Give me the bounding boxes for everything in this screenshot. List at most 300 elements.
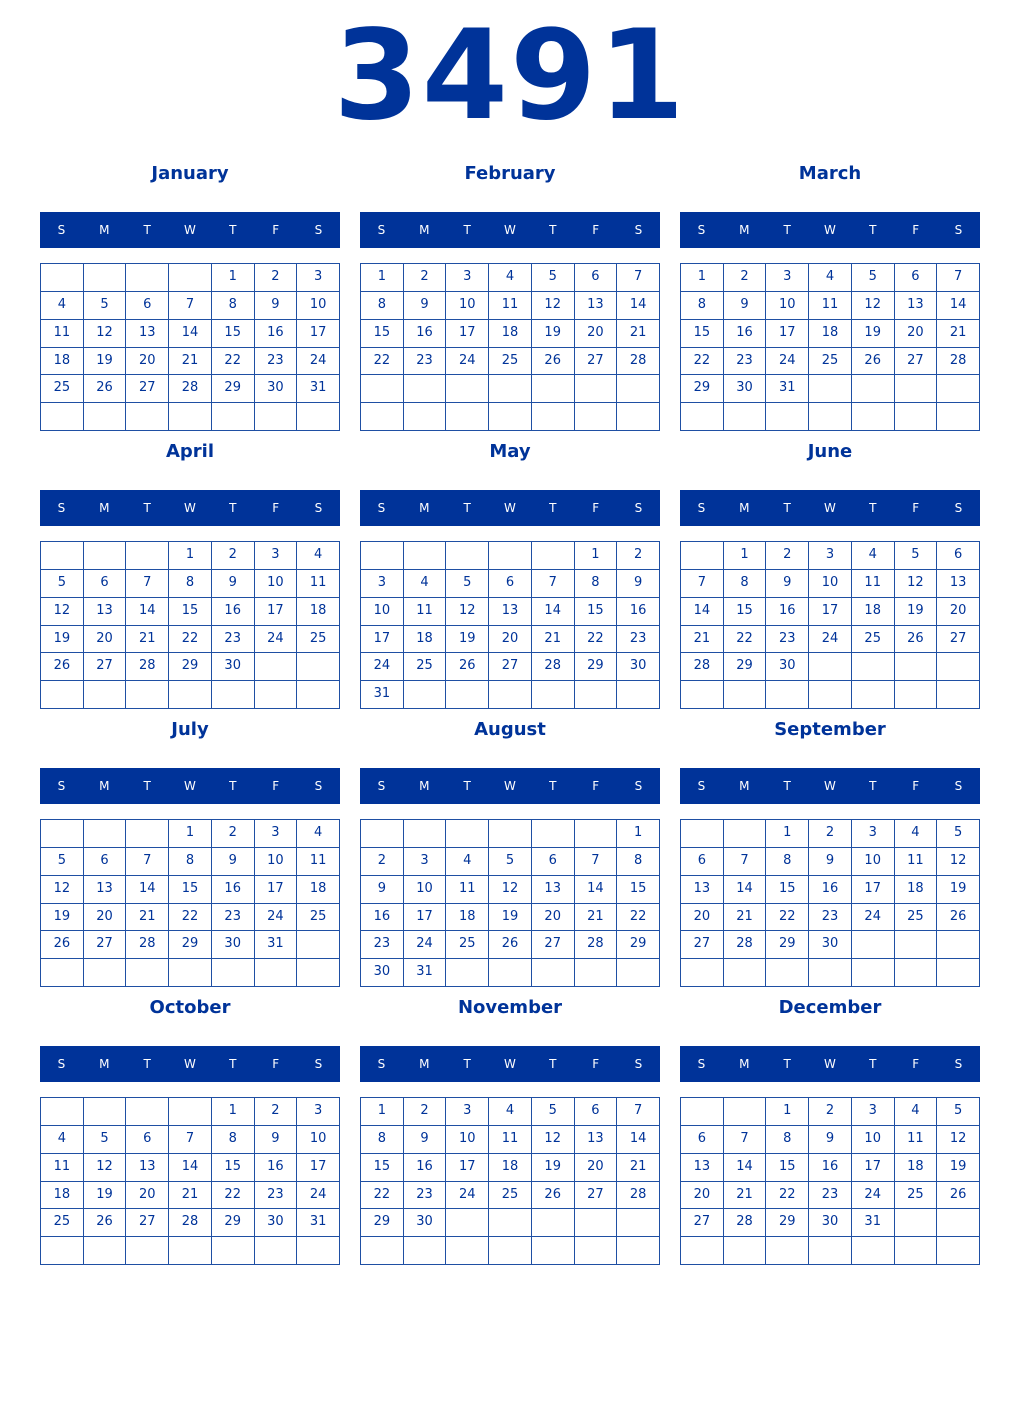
day-cell: 18 xyxy=(809,320,852,348)
weekday-label: S xyxy=(377,779,386,793)
day-cell xyxy=(895,375,938,403)
day-cell xyxy=(212,403,255,431)
day-cell: 19 xyxy=(41,904,84,932)
day-cell xyxy=(404,1237,447,1265)
day-cell xyxy=(681,959,724,987)
day-cell: 27 xyxy=(681,1209,724,1237)
day-cell: 5 xyxy=(489,848,532,876)
day-grid xyxy=(40,541,340,709)
month-march xyxy=(680,156,980,431)
day-cell: 21 xyxy=(937,320,980,348)
day-cell: 26 xyxy=(446,653,489,681)
day-cell: 7 xyxy=(617,264,660,292)
weekday-label: F xyxy=(272,1057,280,1071)
day-cell xyxy=(169,681,212,709)
weekday-label: S xyxy=(314,501,323,515)
day-cell: 1 xyxy=(575,542,618,570)
day-cell: 3 xyxy=(404,848,447,876)
month-name: February xyxy=(464,163,556,184)
day-cell: 1 xyxy=(361,264,404,292)
day-cell xyxy=(361,1237,404,1265)
day-cell: 14 xyxy=(126,598,169,626)
day-cell: 21 xyxy=(169,348,212,376)
day-cell: 22 xyxy=(212,1182,255,1210)
day-cell: 2 xyxy=(212,820,255,848)
weekday-label: S xyxy=(954,779,963,793)
day-cell: 26 xyxy=(489,931,532,959)
weekday-label: W xyxy=(504,1057,516,1071)
day-cell: 24 xyxy=(404,931,447,959)
day-cell: 23 xyxy=(212,904,255,932)
day-cell: 17 xyxy=(297,1154,340,1182)
day-cell: 15 xyxy=(766,876,809,904)
day-cell: 3 xyxy=(255,820,298,848)
day-cell: 5 xyxy=(852,264,895,292)
weekday-label: W xyxy=(184,1057,196,1071)
day-cell: 22 xyxy=(617,904,660,932)
day-cell: 18 xyxy=(41,348,84,376)
day-cell: 21 xyxy=(575,904,618,932)
day-cell: 20 xyxy=(84,904,127,932)
weekday-label: S xyxy=(634,779,643,793)
day-cell: 14 xyxy=(126,876,169,904)
day-cell: 24 xyxy=(766,348,809,376)
day-cell: 2 xyxy=(404,264,447,292)
day-cell: 27 xyxy=(532,931,575,959)
day-cell: 15 xyxy=(724,598,767,626)
day-cell: 28 xyxy=(169,1209,212,1237)
day-cell: 5 xyxy=(41,848,84,876)
day-cell: 31 xyxy=(766,375,809,403)
day-cell: 16 xyxy=(724,320,767,348)
day-cell xyxy=(937,653,980,681)
day-cell: 16 xyxy=(404,1154,447,1182)
day-cell xyxy=(126,542,169,570)
day-cell: 19 xyxy=(937,1154,980,1182)
year-title: 3491 xyxy=(333,4,687,148)
day-cell: 21 xyxy=(724,1182,767,1210)
day-cell xyxy=(852,653,895,681)
day-cell: 31 xyxy=(297,375,340,403)
day-cell xyxy=(212,959,255,987)
day-cell: 25 xyxy=(446,931,489,959)
month-september xyxy=(680,712,980,987)
day-cell: 4 xyxy=(41,292,84,320)
day-cell: 13 xyxy=(895,292,938,320)
day-cell xyxy=(809,959,852,987)
weekday-header xyxy=(360,212,660,248)
weekday-label: S xyxy=(57,779,66,793)
weekday-header xyxy=(680,1046,980,1082)
day-cell: 8 xyxy=(681,292,724,320)
weekday-label: S xyxy=(57,223,66,237)
day-cell xyxy=(404,375,447,403)
day-cell: 23 xyxy=(404,1182,447,1210)
day-cell: 11 xyxy=(446,876,489,904)
day-cell: 9 xyxy=(766,570,809,598)
day-cell: 5 xyxy=(937,820,980,848)
day-grid xyxy=(360,263,660,431)
day-cell: 3 xyxy=(852,820,895,848)
day-cell: 4 xyxy=(404,570,447,598)
day-cell: 20 xyxy=(575,320,618,348)
day-cell: 8 xyxy=(617,848,660,876)
day-cell: 14 xyxy=(169,1154,212,1182)
day-cell: 26 xyxy=(41,653,84,681)
day-cell: 4 xyxy=(489,1098,532,1126)
weekday-label: T xyxy=(143,501,151,515)
day-cell: 22 xyxy=(766,1182,809,1210)
day-cell: 3 xyxy=(446,1098,489,1126)
day-cell xyxy=(41,264,84,292)
day-cell xyxy=(532,403,575,431)
weekday-label: W xyxy=(184,501,196,515)
day-cell: 12 xyxy=(84,320,127,348)
day-cell xyxy=(41,542,84,570)
day-cell xyxy=(404,542,447,570)
day-cell: 15 xyxy=(575,598,618,626)
day-cell: 25 xyxy=(852,626,895,654)
day-cell: 11 xyxy=(41,320,84,348)
weekday-header xyxy=(40,1046,340,1082)
day-cell: 1 xyxy=(212,264,255,292)
weekday-label: F xyxy=(592,1057,600,1071)
day-cell: 14 xyxy=(681,598,724,626)
day-cell: 27 xyxy=(575,1182,618,1210)
day-cell: 17 xyxy=(852,876,895,904)
day-grid xyxy=(360,819,660,987)
day-cell xyxy=(724,1098,767,1126)
day-cell: 31 xyxy=(404,959,447,987)
weekday-label: T xyxy=(549,501,557,515)
day-cell: 7 xyxy=(617,1098,660,1126)
day-cell: 10 xyxy=(297,1126,340,1154)
day-cell: 14 xyxy=(169,320,212,348)
weekday-label: F xyxy=(592,223,600,237)
day-cell xyxy=(297,403,340,431)
day-cell xyxy=(489,959,532,987)
day-cell: 29 xyxy=(766,931,809,959)
day-cell: 15 xyxy=(169,598,212,626)
day-cell: 26 xyxy=(532,348,575,376)
day-cell: 4 xyxy=(446,848,489,876)
day-cell: 4 xyxy=(852,542,895,570)
day-cell: 6 xyxy=(84,570,127,598)
weekday-label: S xyxy=(954,1057,963,1071)
day-cell xyxy=(41,1237,84,1265)
day-cell xyxy=(852,681,895,709)
day-cell: 26 xyxy=(937,1182,980,1210)
day-cell: 18 xyxy=(41,1182,84,1210)
day-cell xyxy=(255,653,298,681)
day-cell: 10 xyxy=(446,1126,489,1154)
day-cell: 29 xyxy=(681,375,724,403)
day-cell: 26 xyxy=(84,1209,127,1237)
weekday-label: F xyxy=(912,223,920,237)
month-name: May xyxy=(489,441,531,462)
day-cell xyxy=(617,959,660,987)
day-cell: 27 xyxy=(126,375,169,403)
day-cell: 17 xyxy=(361,626,404,654)
day-cell: 17 xyxy=(852,1154,895,1182)
day-cell: 18 xyxy=(489,1154,532,1182)
day-cell: 5 xyxy=(84,1126,127,1154)
month-october xyxy=(40,990,340,1265)
day-cell: 7 xyxy=(937,264,980,292)
day-cell: 18 xyxy=(297,876,340,904)
day-cell: 27 xyxy=(84,653,127,681)
day-cell: 17 xyxy=(446,320,489,348)
day-cell: 8 xyxy=(361,1126,404,1154)
day-cell: 23 xyxy=(255,348,298,376)
day-cell: 14 xyxy=(617,292,660,320)
day-cell: 27 xyxy=(937,626,980,654)
day-cell xyxy=(126,959,169,987)
weekday-label: T xyxy=(783,1057,791,1071)
day-cell: 1 xyxy=(681,264,724,292)
weekday-label: M xyxy=(739,779,750,793)
day-cell: 28 xyxy=(617,348,660,376)
day-cell xyxy=(255,681,298,709)
day-cell: 16 xyxy=(212,598,255,626)
month-name: March xyxy=(798,163,862,184)
day-cell: 28 xyxy=(724,931,767,959)
day-cell: 13 xyxy=(84,598,127,626)
day-cell: 5 xyxy=(84,292,127,320)
day-cell: 1 xyxy=(361,1098,404,1126)
day-cell: 28 xyxy=(126,931,169,959)
day-cell: 6 xyxy=(681,1126,724,1154)
day-cell: 20 xyxy=(84,626,127,654)
day-cell: 15 xyxy=(617,876,660,904)
day-cell: 5 xyxy=(446,570,489,598)
weekday-label: S xyxy=(634,501,643,515)
day-cell xyxy=(532,542,575,570)
day-cell: 6 xyxy=(489,570,532,598)
day-cell xyxy=(532,375,575,403)
day-cell xyxy=(446,403,489,431)
day-grid xyxy=(360,541,660,709)
weekday-label: T xyxy=(143,223,151,237)
day-cell: 19 xyxy=(84,348,127,376)
day-cell xyxy=(766,1237,809,1265)
day-cell xyxy=(169,403,212,431)
day-cell xyxy=(255,959,298,987)
day-cell: 23 xyxy=(766,626,809,654)
day-cell: 24 xyxy=(809,626,852,654)
day-cell: 24 xyxy=(255,626,298,654)
month-april xyxy=(40,434,340,709)
weekday-label: W xyxy=(504,779,516,793)
day-cell: 30 xyxy=(809,1209,852,1237)
day-grid xyxy=(680,263,980,431)
day-cell: 18 xyxy=(895,876,938,904)
day-cell: 7 xyxy=(724,1126,767,1154)
day-cell: 3 xyxy=(852,1098,895,1126)
day-cell xyxy=(41,403,84,431)
day-cell: 30 xyxy=(212,931,255,959)
day-cell: 1 xyxy=(169,820,212,848)
day-cell: 24 xyxy=(255,904,298,932)
day-cell: 21 xyxy=(532,626,575,654)
day-cell: 11 xyxy=(895,1126,938,1154)
weekday-label: M xyxy=(419,501,430,515)
day-cell xyxy=(766,681,809,709)
day-cell: 10 xyxy=(361,598,404,626)
day-cell: 17 xyxy=(297,320,340,348)
weekday-label: T xyxy=(549,223,557,237)
weekday-header xyxy=(680,768,980,804)
day-cell xyxy=(575,403,618,431)
day-cell: 7 xyxy=(169,1126,212,1154)
day-cell: 25 xyxy=(297,904,340,932)
day-cell: 8 xyxy=(766,848,809,876)
day-cell: 15 xyxy=(212,1154,255,1182)
day-cell: 23 xyxy=(212,626,255,654)
day-cell: 24 xyxy=(297,1182,340,1210)
weekday-label: M xyxy=(739,223,750,237)
day-cell: 3 xyxy=(297,1098,340,1126)
day-cell: 1 xyxy=(169,542,212,570)
day-cell: 25 xyxy=(489,1182,532,1210)
day-cell xyxy=(895,403,938,431)
day-cell xyxy=(895,653,938,681)
day-cell xyxy=(84,1098,127,1126)
day-cell: 22 xyxy=(361,1182,404,1210)
day-cell: 24 xyxy=(852,1182,895,1210)
day-cell: 19 xyxy=(895,598,938,626)
day-cell: 19 xyxy=(937,876,980,904)
weekday-label: W xyxy=(824,779,836,793)
day-cell xyxy=(937,375,980,403)
month-august xyxy=(360,712,660,987)
day-cell: 19 xyxy=(489,904,532,932)
day-cell xyxy=(84,542,127,570)
month-name: August xyxy=(474,719,546,740)
day-cell: 28 xyxy=(617,1182,660,1210)
day-cell: 9 xyxy=(404,292,447,320)
weekday-label: T xyxy=(869,501,877,515)
day-cell: 9 xyxy=(404,1126,447,1154)
day-cell xyxy=(809,681,852,709)
day-cell: 15 xyxy=(361,320,404,348)
day-cell: 2 xyxy=(809,820,852,848)
day-cell: 5 xyxy=(532,1098,575,1126)
day-cell: 27 xyxy=(895,348,938,376)
day-cell: 28 xyxy=(681,653,724,681)
day-cell: 6 xyxy=(681,848,724,876)
day-cell: 2 xyxy=(724,264,767,292)
day-cell xyxy=(404,681,447,709)
weekday-header xyxy=(40,490,340,526)
day-cell xyxy=(895,931,938,959)
weekday-label: M xyxy=(99,223,110,237)
day-cell: 8 xyxy=(169,570,212,598)
day-cell: 17 xyxy=(255,876,298,904)
day-cell: 30 xyxy=(361,959,404,987)
day-cell: 23 xyxy=(617,626,660,654)
day-cell: 3 xyxy=(809,542,852,570)
day-cell: 5 xyxy=(895,542,938,570)
day-cell: 27 xyxy=(489,653,532,681)
weekday-label: S xyxy=(314,223,323,237)
day-cell: 5 xyxy=(41,570,84,598)
day-cell xyxy=(724,820,767,848)
day-cell: 2 xyxy=(212,542,255,570)
day-cell: 13 xyxy=(681,876,724,904)
day-cell: 1 xyxy=(724,542,767,570)
day-cell xyxy=(937,931,980,959)
day-cell: 26 xyxy=(895,626,938,654)
day-cell xyxy=(532,959,575,987)
day-cell xyxy=(489,403,532,431)
day-cell xyxy=(575,681,618,709)
day-cell: 22 xyxy=(169,904,212,932)
day-cell: 18 xyxy=(297,598,340,626)
day-cell xyxy=(126,681,169,709)
day-cell: 16 xyxy=(255,320,298,348)
day-cell xyxy=(532,681,575,709)
day-cell: 1 xyxy=(766,1098,809,1126)
weekday-label: M xyxy=(99,1057,110,1071)
weekday-label: F xyxy=(912,1057,920,1071)
weekday-label: M xyxy=(419,223,430,237)
day-cell: 2 xyxy=(809,1098,852,1126)
day-cell: 23 xyxy=(404,348,447,376)
day-cell: 8 xyxy=(169,848,212,876)
day-cell: 29 xyxy=(212,375,255,403)
day-cell: 15 xyxy=(681,320,724,348)
day-cell: 20 xyxy=(532,904,575,932)
day-cell xyxy=(84,403,127,431)
day-cell xyxy=(724,959,767,987)
day-cell xyxy=(681,542,724,570)
day-cell: 28 xyxy=(575,931,618,959)
day-cell: 30 xyxy=(766,653,809,681)
day-cell xyxy=(575,1209,618,1237)
weekday-label: W xyxy=(504,223,516,237)
weekday-label: S xyxy=(314,1057,323,1071)
day-cell: 13 xyxy=(575,292,618,320)
day-cell: 8 xyxy=(361,292,404,320)
day-cell: 20 xyxy=(126,1182,169,1210)
day-cell xyxy=(212,1237,255,1265)
weekday-label: T xyxy=(869,223,877,237)
day-cell xyxy=(169,1098,212,1126)
weekday-label: W xyxy=(824,501,836,515)
weekday-label: S xyxy=(57,501,66,515)
day-cell xyxy=(532,820,575,848)
day-cell xyxy=(84,1237,127,1265)
day-cell: 2 xyxy=(617,542,660,570)
month-name: January xyxy=(151,163,229,184)
day-cell: 20 xyxy=(937,598,980,626)
day-cell: 6 xyxy=(126,292,169,320)
day-cell xyxy=(255,403,298,431)
weekday-label: F xyxy=(592,779,600,793)
day-cell xyxy=(724,403,767,431)
day-cell xyxy=(724,681,767,709)
day-cell: 10 xyxy=(446,292,489,320)
day-cell xyxy=(724,1237,767,1265)
weekday-header xyxy=(360,1046,660,1082)
day-cell: 31 xyxy=(361,681,404,709)
day-cell: 10 xyxy=(404,876,447,904)
day-cell: 19 xyxy=(532,1154,575,1182)
weekday-label: M xyxy=(419,779,430,793)
day-cell: 10 xyxy=(297,292,340,320)
day-cell: 30 xyxy=(617,653,660,681)
